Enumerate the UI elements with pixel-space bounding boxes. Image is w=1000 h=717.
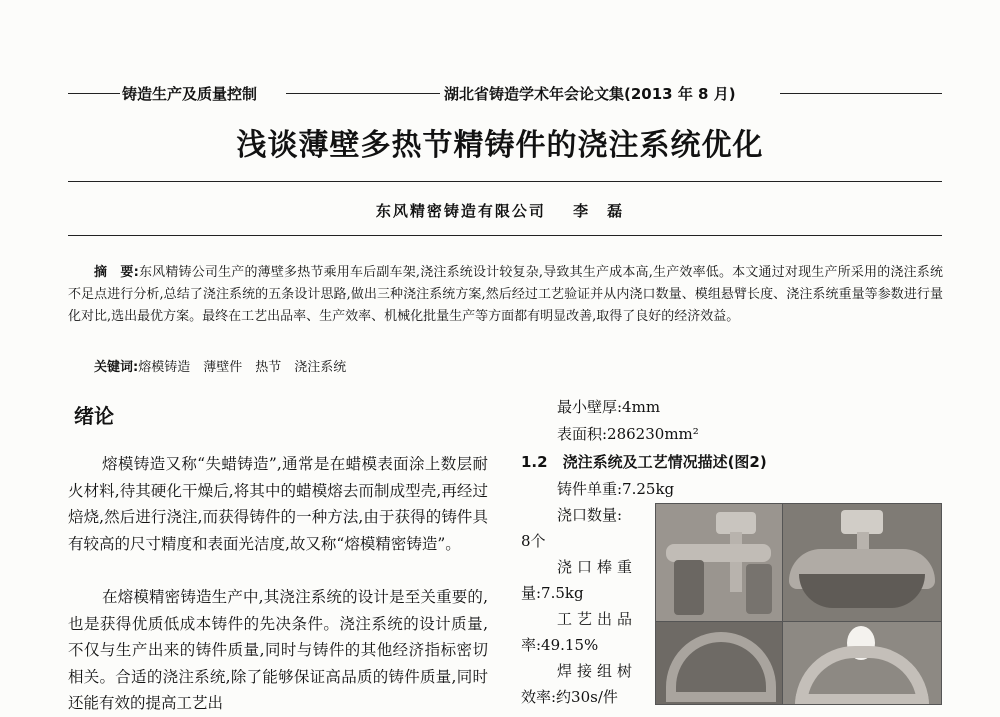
sprue-weight-line2: 量:7.5kg (521, 584, 584, 602)
section-heading-intro: 绪论 (74, 404, 114, 428)
abstract (68, 262, 943, 328)
header-rule-middle (286, 93, 440, 94)
keywords-text: 熔模铸造 薄壁件 热节 浇注系统 (138, 360, 347, 375)
intro-paragraph-1: 熔模铸造又称“失蜡铸造”,通常是在蜡模表面涂上数层耐火材料,待其硬化干燥后,将其中的蜡模熔去而制成型壳,再经过焙烧,然后进行浇注,而获得铸件的一种方法,由于获得的铸件具有较高的尺寸精度和表面光洁度,故又称“熔模精密铸造”。 (68, 455, 488, 553)
abstract-label: 摘 要: (94, 265, 139, 280)
header-rule-right (780, 93, 942, 94)
intro-paragraph-2: 在熔模精密铸造生产中,其浇注系统的设计是至关重要的,也是获得优质低成本铸件的先决条件。浇注系统的设计质量,不仅与生产出来的铸件质量,同时与铸件的其他经济指标密切相关。合适的浇注系统,除了能够保证高品质的铸件质量,同时还能有效的提高工艺出 (68, 588, 488, 712)
gate-count-line1: 浇口数量: (557, 506, 623, 524)
weld-efficiency-line1: 焊接组树 (557, 662, 638, 680)
figure-photo-top-right (782, 503, 942, 623)
header-rule-left (68, 93, 120, 94)
weld-efficiency-line2: 效率:约30s/件 (521, 688, 618, 706)
author-line (0, 200, 1000, 221)
title-rule-top (68, 181, 942, 182)
surface-area: 表面积:286230mm² (557, 425, 699, 443)
keywords (94, 356, 346, 375)
min-wall-thickness: 最小壁厚:4mm (557, 398, 661, 416)
figure-photo-bottom-left (655, 621, 785, 705)
paper-title: 浅谈薄壁多热节精铸件的浇注系统优化 (236, 128, 764, 163)
figure-photo-bottom-right (782, 621, 942, 705)
yield-line1: 工艺出品 (557, 610, 638, 628)
yield-line2: 率:49.15% (521, 636, 599, 654)
affiliation: 东风精密铸造有限公司 (375, 202, 546, 220)
gate-count-line2: 8个 (521, 532, 546, 550)
casting-weight: 铸件单重:7.25kg (557, 480, 675, 498)
sprue-weight-line1: 浇口棒重 (557, 558, 638, 576)
subsection-heading: 1.2 浇注系统及工艺情况描述(图2) (521, 453, 767, 471)
title-rule-bottom (68, 235, 942, 236)
keywords-label: 关键词: (94, 360, 139, 375)
running-header-right: 湖北省铸造学术年会论文集(2013 年 8 月) (444, 85, 736, 103)
running-header-left: 铸造生产及质量控制 (122, 85, 258, 103)
figure-photo-top-left (655, 503, 785, 623)
abstract-text: 东风精铸公司生产的薄壁多热节乘用车后副车架,浇注系统设计较复杂,导致其生产成本高,生产效率低。本文通过对现生产所采用的浇注系统不足点进行分析,总结了浇注系统的五条设计思路,做出三种浇注系统方案,然后经过工艺验证并从内浇口数量、模组悬臂长度、浇注系统重量等参数进行量化对比,选出最优方案。最终在工艺出品率、生产效率、机械化批量生产等方面都有明显改善,取得了良好的经济效益。 (68, 265, 943, 324)
author-name: 李 磊 (573, 202, 625, 220)
